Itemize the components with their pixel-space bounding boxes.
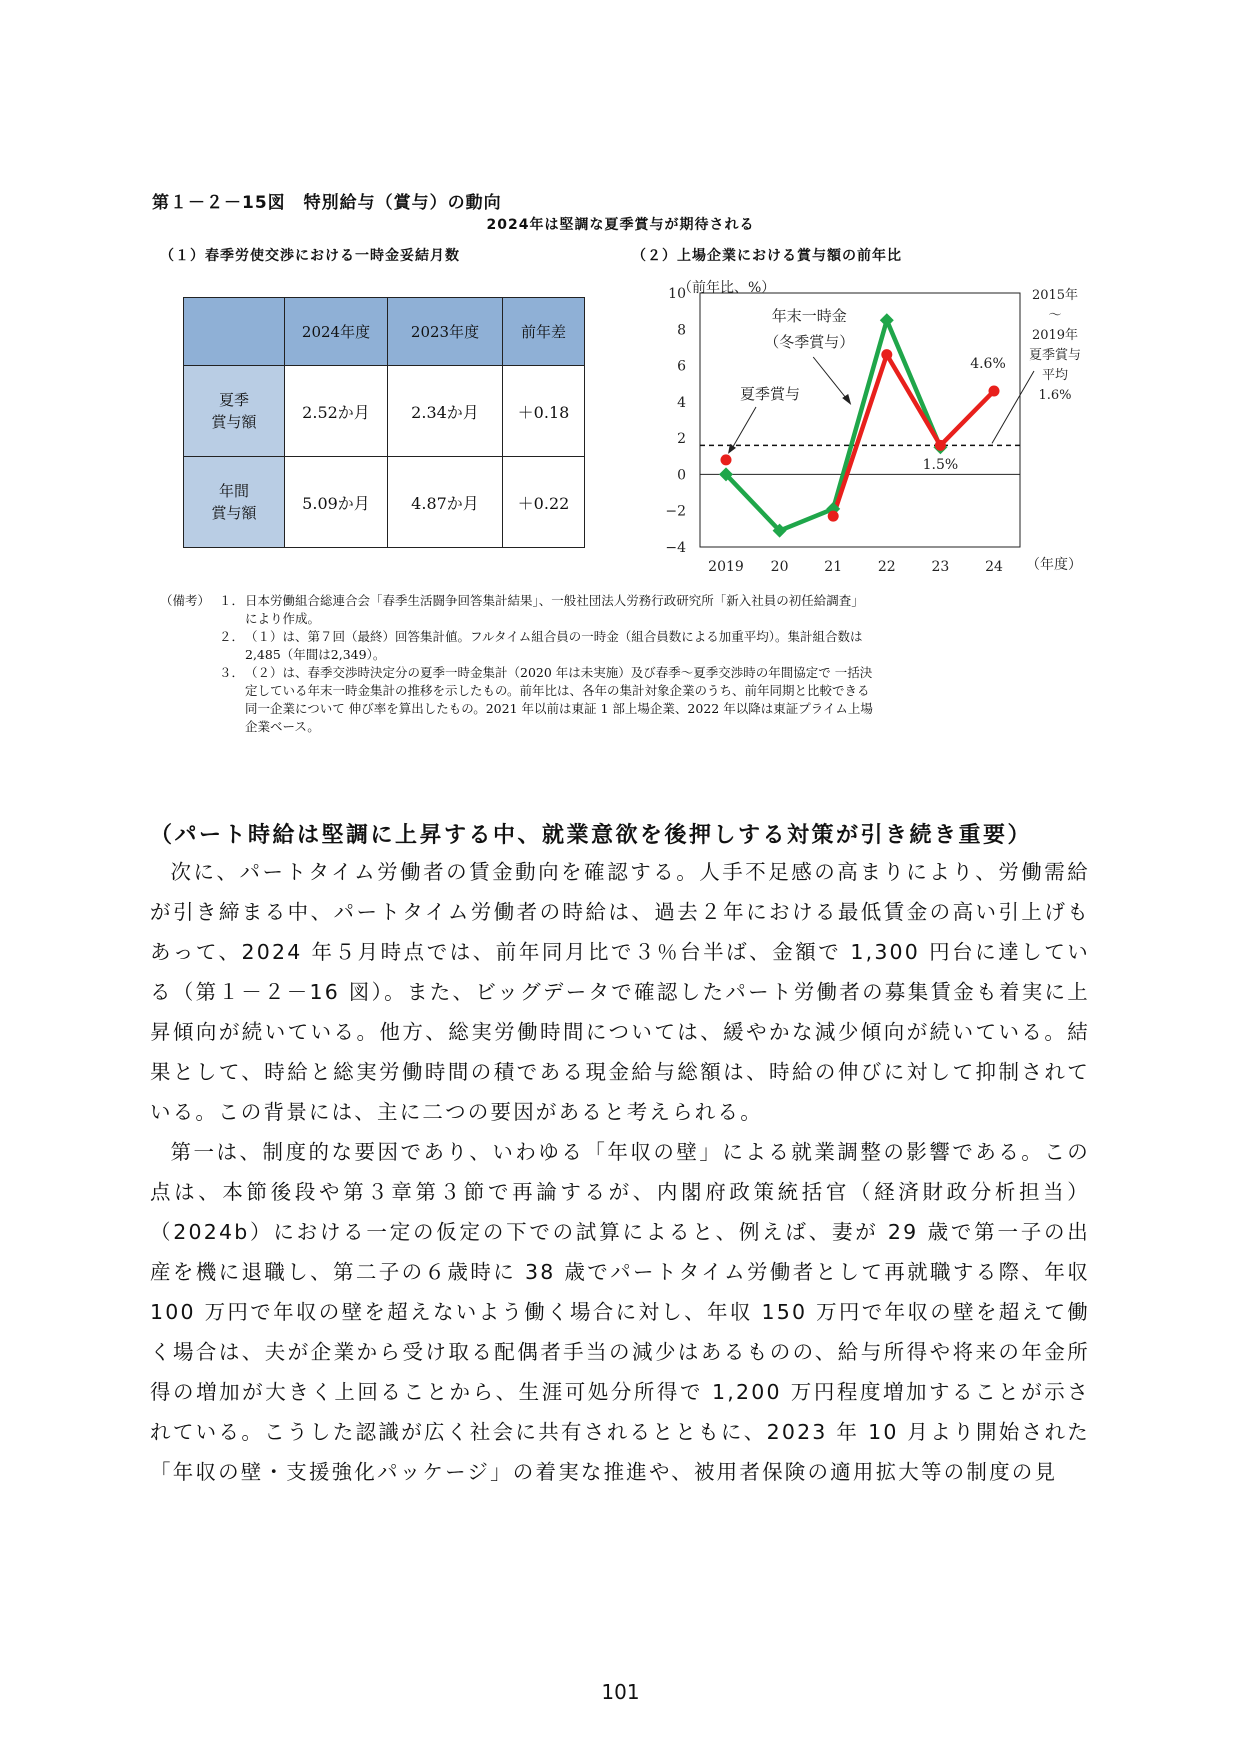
row-label-annual	[184, 457, 285, 548]
y-tick-label: 8	[677, 322, 686, 339]
section-heading: （パート時給は堅調に上昇する中、就業意欲を後押しする対策が引き続き重要）	[150, 823, 1033, 848]
table-cell: 5.09か月	[285, 457, 388, 548]
note-number	[219, 646, 245, 664]
summer-bonus-point	[721, 454, 732, 465]
x-tick-label: 24	[985, 559, 1003, 575]
note-number: １．	[219, 593, 245, 608]
panel2-title: （２）上場企業における賞与額の前年比	[632, 248, 902, 264]
note-text: 2,485（年間は2,349）。	[245, 647, 386, 662]
note-label	[160, 718, 219, 736]
body-text	[150, 852, 1090, 1492]
y-tick-label: 4	[677, 394, 686, 411]
average-annotation: 平均	[1041, 368, 1069, 383]
table-cell: 2.34か月	[388, 366, 503, 457]
summer-bonus-point	[989, 385, 1000, 396]
page-number: 101	[601, 1680, 640, 1704]
notes-section	[160, 592, 1090, 736]
summer-bonus-point	[935, 440, 946, 451]
data-label-2024: 4.6%	[970, 355, 1006, 372]
note-number	[219, 682, 245, 700]
y-tick-label: −4	[665, 540, 686, 556]
winter-bonus-point	[880, 313, 894, 327]
average-label-leader	[992, 371, 1034, 443]
data-label-2023: 1.5%	[922, 457, 959, 474]
table-row	[184, 457, 585, 548]
table-header-diff: 前年差	[503, 298, 585, 366]
note-label	[160, 646, 219, 664]
table-row	[184, 366, 585, 457]
note-number: ３．	[219, 665, 245, 680]
winter-series-label: （冬季賞与）	[764, 333, 855, 351]
note-label	[160, 682, 219, 700]
y-tick-label: 2	[677, 431, 686, 448]
y-axis-label: （前年比、%）	[678, 280, 776, 296]
paragraph: 次に、パートタイム労働者の賃金動向を確認する。人手不足感の高まりにより、労働需給が引き締まる中、パートタイム労働者の時給は、過去２年における最低賃金の高い引上げもあって、2024 年５月時点では、前年同月比で３％台半ば、金額で 1,300 円台に達している（第１－２－16 図）。また、ビッグデータで確認したパート労働者の募集賃金も着実に上昇傾向が続いている。他方、総実労働時間については、緩やかな減少傾向が続いている。結果として、時給と総実労働時間の積である現金給与総額は、時給の伸びに対して抑制されている。この背景には、主に二つの要因があると考えられる。	[150, 860, 1090, 1124]
note-label: （備考）	[160, 593, 211, 608]
note-label	[160, 610, 219, 628]
x-tick-label: 21	[824, 559, 843, 575]
note-number	[219, 700, 245, 718]
x-axis-label: （年度）	[1026, 557, 1082, 573]
bonus-months-table	[183, 297, 585, 548]
note-line	[160, 610, 1090, 628]
note-line	[160, 682, 1090, 700]
y-tick-label: 6	[677, 358, 686, 375]
x-tick-label: 23	[931, 559, 950, 575]
row-label-line: 賞与額	[211, 504, 257, 522]
table-cell: 4.87か月	[388, 457, 503, 548]
note-label	[160, 700, 219, 718]
note-text: （１）は、第７回（最終）回答集計値。フルタイム組合員の一時金（組合員数による加重平均）。集計組合数は	[245, 629, 863, 644]
winter-series-label: 年末一時金	[771, 307, 847, 325]
y-tick-label: 0	[677, 467, 686, 484]
row-label-line: 賞与額	[211, 413, 257, 431]
average-annotation: 2015年	[1031, 288, 1079, 303]
table-cell: ＋0.18	[503, 366, 585, 457]
table-header-2023: 2023年度	[388, 298, 503, 366]
note-text: （２）は、春季交渉時決定分の夏季一時金集計（2020 年は未実施）及び春季～夏季交渉時の年間協定で 一括決	[245, 665, 873, 680]
note-line	[160, 628, 1090, 646]
figure-title: 第１－２－15図 特別給与（賞与）の動向	[152, 193, 502, 213]
average-annotation: 2019年	[1031, 328, 1079, 343]
table-cell: 2.52か月	[285, 366, 388, 457]
average-annotation: 夏季賞与	[1028, 348, 1082, 363]
table-header-2024: 2024年度	[285, 298, 388, 366]
note-line	[160, 592, 1090, 610]
row-label-line: 年間	[218, 482, 249, 500]
summer-series-label: 夏季賞与	[739, 385, 801, 403]
note-number: ２．	[219, 629, 245, 644]
note-number	[219, 718, 245, 736]
y-tick-label: −2	[665, 503, 686, 520]
note-line	[160, 718, 1090, 736]
note-label	[160, 628, 219, 646]
average-annotation: 1.6%	[1038, 388, 1072, 403]
figure-subtitle: 2024年は堅調な夏季賞与が期待される	[486, 217, 755, 233]
note-line	[160, 664, 1090, 682]
note-number	[219, 610, 245, 628]
panel1-title: （１）春季労使交渉における一時金妥結月数	[160, 248, 460, 264]
note-text: により作成。	[245, 611, 321, 626]
note-text: 同一企業について 伸び率を算出したもの。2021 年以前は東証 1 部上場企業、2022 年以降は東証プライム上場	[245, 701, 873, 716]
table-header-row	[184, 298, 585, 366]
note-line	[160, 700, 1090, 718]
bonus-growth-chart	[640, 277, 1090, 587]
note-label	[160, 664, 219, 682]
x-tick-label: 2019	[708, 559, 744, 575]
y-tick-label: 10	[668, 286, 686, 302]
summer-bonus-point	[881, 349, 892, 360]
note-line	[160, 646, 1090, 664]
average-annotation: ～	[1048, 308, 1062, 323]
row-label-line: 夏季	[218, 391, 249, 409]
note-text: 企業ベース。	[245, 719, 320, 734]
summer-bonus-point	[828, 511, 839, 522]
note-text: 日本労働組合総連合会「春季生活闘争回答集計結果」、一般社団法人労務行政研究所「新入社員の初任給調査」	[245, 593, 864, 608]
x-tick-label: 20	[770, 559, 789, 575]
summer-label-leader	[730, 407, 756, 452]
series-line-0	[726, 320, 940, 530]
table-corner-cell	[184, 298, 285, 366]
x-tick-label: 22	[877, 559, 896, 575]
row-label-summer	[184, 366, 285, 457]
winter-label-leader	[813, 357, 849, 402]
paragraph: 第一は、制度的な要因であり、いわゆる「年収の壁」による就業調整の影響である。この点は、本節後段や第３章第３節で再論するが、内閣府政策統括官（経済財政分析担当）（2024b）における一定の仮定の下での試算によると、例えば、妻が 29 歳で第一子の出産を機に退職し、第二子の６歳時に 38 歳でパートタイム労働者として再就職する際、年収 100 万円で年収の壁を超えないよう働く場合に対し、年収 150 万円で年収の壁を超えて働く場合は、夫が企業から受け取る配偶者手当の減少はあるものの、給与所得や将来の年金所得の増加が大きく上回ることから、生涯可処分所得で 1,200 万円程度増加することが示されている。こうした認識が広く社会に共有されるとともに、2023 年 10 月より開始された「年収の壁・支援強化パッケージ」の着実な推進や、被用者保険の適用拡大等の制度の見	[150, 1140, 1090, 1484]
table-cell: ＋0.22	[503, 457, 585, 548]
note-text: 定している年末一時金集計の推移を示したもの。前年比は、各年の集計対象企業のうち、前年同期と比較できる	[245, 683, 870, 698]
